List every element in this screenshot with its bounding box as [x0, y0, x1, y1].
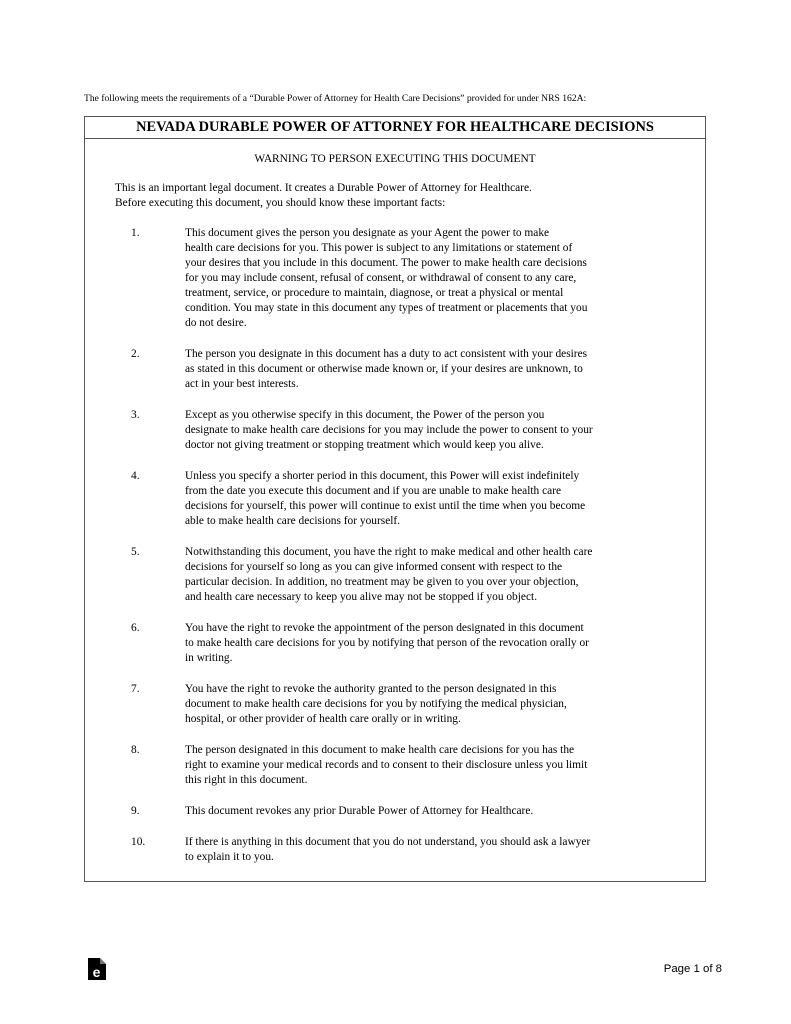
fact-text: [185, 682, 655, 727]
fact-text-line: decisions for yourself, this power will continue to exist until the time when you become: [185, 500, 586, 512]
fact-text-line: hospital, or other provider of health care orally or in writing.: [185, 713, 461, 725]
fact-item: [85, 545, 705, 605]
fact-text-line: right to examine your medical records and to consent to their disclosure unless you limit: [185, 759, 588, 771]
fact-text-line: your desires that you include in this document. The power to make health care decisions: [185, 257, 587, 269]
fact-text-line: The person designated in this document to make health care decisions for you has the: [185, 744, 575, 756]
fact-number: 8.: [131, 744, 140, 756]
fact-text-line: health care decisions for you. This power is subject to any limitations or statement of: [185, 242, 573, 254]
fact-number: 9.: [131, 805, 140, 817]
fact-text-line: particular decision. In addition, no treatment may be given to you over your objection,: [185, 576, 579, 588]
fact-text-line: Except as you otherwise specify in this document, the Power of the person you: [185, 409, 545, 421]
fact-text-line: from the date you execute this document and if you are unable to make health care: [185, 485, 562, 497]
fact-text-line: do not desire.: [185, 317, 247, 329]
fact-text-line: as stated in this document or otherwise made known or, if your desires are unknown, to: [185, 363, 583, 375]
fact-number: 5.: [131, 546, 140, 558]
fact-number: 2.: [131, 348, 140, 360]
fact-item: [85, 347, 705, 392]
fact-text-line: treatment, service, or procedure to maintain, diagnose, or treat a physical or mental: [185, 287, 564, 299]
fact-text-line: to explain it to you.: [185, 851, 274, 863]
fact-number: 1.: [131, 227, 140, 239]
fact-text-line: act in your best interests.: [185, 378, 299, 390]
fact-text-line: Notwithstanding this document, you have the right to make medical and other health care: [185, 546, 593, 558]
fact-text-line: in writing.: [185, 652, 233, 664]
fact-text-line: to make health care decisions for you by notifying that person of the revocation orally or: [185, 637, 589, 649]
fact-item: [85, 682, 705, 727]
fact-text-line: decisions for yourself so long as you can give informed consent with respect to the: [185, 561, 563, 573]
intro-paragraph: [115, 181, 695, 211]
fact-item: [85, 226, 705, 331]
fact-text-line: and health care necessary to keep you alive may not be stopped if you object.: [185, 591, 538, 603]
fact-item: [85, 743, 705, 788]
fact-text-line: designate to make health care decisions for you may include the power to consent to your: [185, 424, 593, 436]
fact-text-line: for you may include consent, refusal of consent, or withdrawal of consent to any care,: [185, 272, 577, 284]
fact-text: [185, 804, 655, 819]
fact-number: 3.: [131, 409, 140, 421]
fact-text: [185, 347, 655, 392]
fact-text-line: document to make health care decisions for you by notifying the medical physician,: [185, 698, 567, 710]
fact-item: [85, 835, 705, 865]
fact-number: 4.: [131, 470, 140, 482]
fact-item: [85, 804, 705, 819]
fact-text: [185, 743, 655, 788]
fact-text: [185, 835, 655, 865]
intro-line: Before executing this document, you should know these important facts:: [115, 197, 446, 209]
fact-number: 10.: [131, 836, 146, 848]
fact-item: [85, 621, 705, 666]
facts-list: [85, 226, 705, 881]
page-number: Page 1 of 8: [663, 963, 722, 975]
fact-text: [185, 408, 655, 453]
fact-text-line: You have the right to revoke the authority granted to the person designated in this: [185, 683, 557, 695]
fact-text-line: You have the right to revoke the appointment of the person designated in this document: [185, 622, 584, 634]
fact-text-line: Unless you specify a shorter period in this document, this Power will exist indefinitely: [185, 470, 580, 482]
fact-text: [185, 545, 655, 605]
eforms-logo-icon: [88, 958, 106, 980]
fact-item: [85, 469, 705, 529]
fact-text: [185, 226, 655, 331]
svg-text:e: e: [92, 964, 101, 980]
fact-text-line: This document gives the person you designate as your Agent the power to make: [185, 227, 550, 239]
form-box: [84, 116, 706, 882]
fact-number: 6.: [131, 622, 140, 634]
fact-number: 7.: [131, 683, 140, 695]
fact-text-line: condition. You may state in this document any types of treatment or placements that you: [185, 302, 588, 314]
preamble-text: The following meets the requirements of a “Durable Power of Attorney for Health Care Decisions” provided for under NRS 162A:: [84, 93, 587, 104]
intro-line: This is an important legal document. It creates a Durable Power of Attorney for Healthcare.: [115, 182, 532, 194]
fact-text: [185, 469, 655, 529]
fact-item: [85, 408, 705, 453]
fact-text-line: This document revokes any prior Durable Power of Attorney for Healthcare.: [185, 805, 534, 817]
fact-text-line: able to make health care decisions for yourself.: [185, 515, 401, 527]
document-title: NEVADA DURABLE POWER OF ATTORNEY FOR HEALTHCARE DECISIONS: [85, 117, 705, 139]
warning-heading: WARNING TO PERSON EXECUTING THIS DOCUMENT: [254, 153, 536, 165]
fact-text-line: If there is anything in this document that you do not understand, you should ask a lawyer: [185, 836, 591, 848]
fact-text-line: The person you designate in this document has a duty to act consistent with your desires: [185, 348, 588, 360]
fact-text-line: doctor not giving treatment or stopping treatment which would keep you alive.: [185, 439, 544, 451]
fact-text: [185, 621, 655, 666]
fact-text-line: this right in this document.: [185, 774, 308, 786]
